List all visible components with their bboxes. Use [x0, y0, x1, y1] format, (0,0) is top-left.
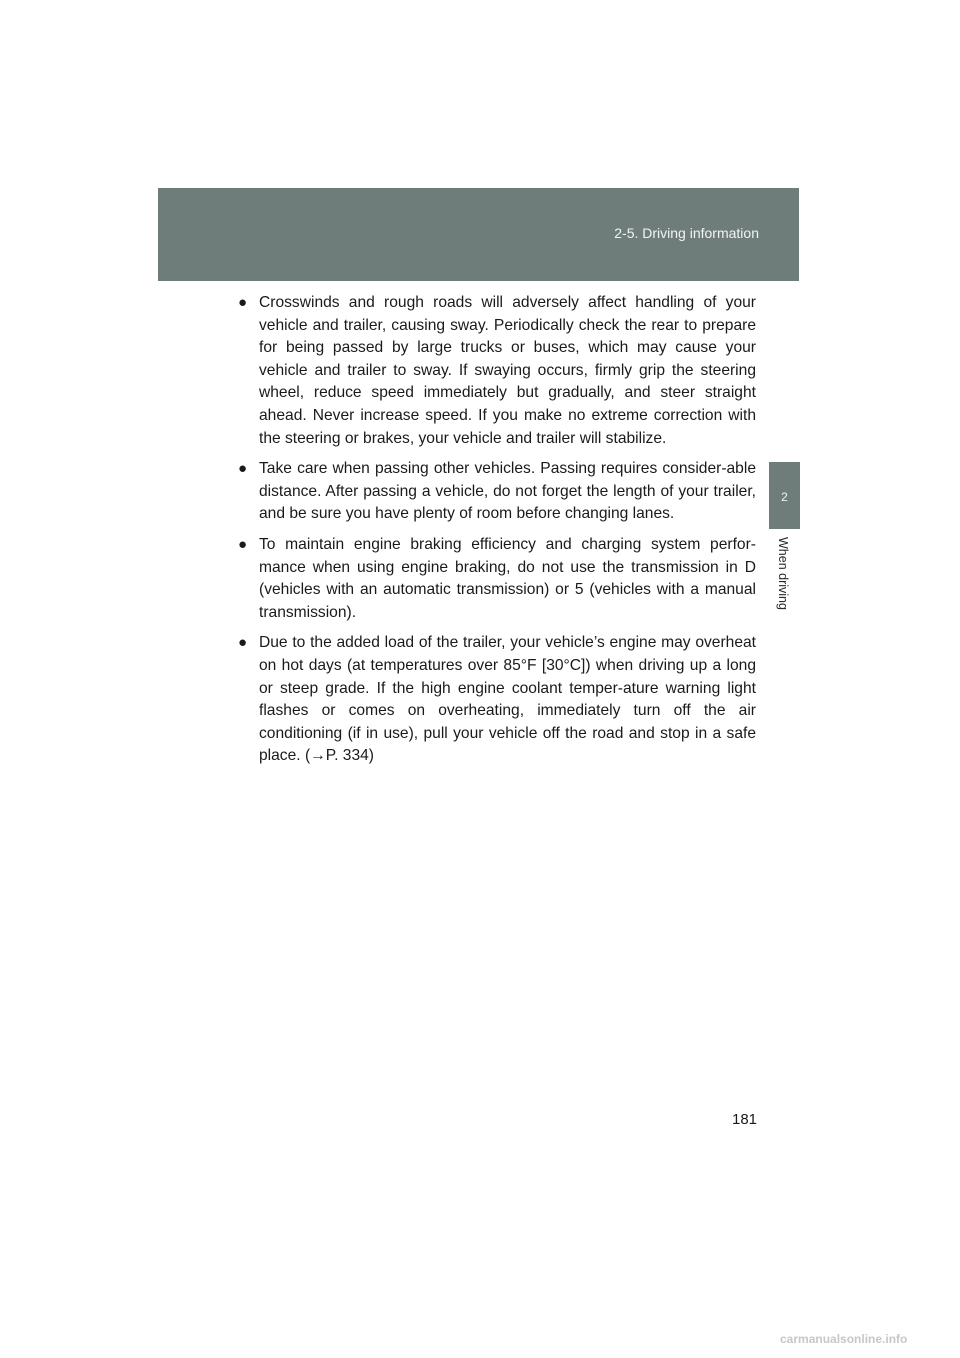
bullet-list: [240, 292, 756, 776]
bullet-item-overheat: [240, 632, 756, 768]
bullet-text: Due to the added load of the trailer, your vehicle’s engine may overheat on hot days (at temperatures over 85°F [30°C]) when driving up a long or steep grade. If the high engine coolant temper-ature warning light flashes or comes on overheating, immediately turn off the air conditioning (if in use), pull your vehicle off the road and stop in a safe place. (→P. 334): [259, 634, 756, 765]
bullet-dot-icon: ●: [238, 634, 248, 652]
bullet-item-passing: [240, 458, 756, 526]
chapter-number: 2: [781, 490, 788, 504]
section-title: 2-5. Driving information: [614, 225, 759, 241]
section-header-band: [158, 188, 799, 281]
bullet-dot-icon: ●: [238, 294, 248, 311]
watermark: carmanualsonline.info: [780, 1332, 908, 1346]
bullet-text: Crosswinds and rough roads will adversely affect handling of your vehicle and trailer, causing sway. Periodically check the rear to prepare for being passed by large trucks or buses, which may cause your vehicle and trailer to sway. If swaying occurs, firmly grip the steering wheel, reduce speed immediately but gradually, and steer straight ahead. Never increase speed. If you make no extreme correction with the steering or brakes, your vehicle and trailer will stabilize.: [259, 294, 756, 447]
bullet-text: Take care when passing other vehicles. Passing requires consider-able distance. After passing a vehicle, do not forget the length of your trailer, and be sure you have plenty of room before changing lanes.: [259, 460, 756, 523]
chapter-tab: [769, 462, 800, 529]
bullet-dot-icon: ●: [238, 460, 248, 478]
chapter-label: When driving: [776, 537, 790, 610]
bullet-dot-icon: ●: [238, 535, 248, 553]
bullet-item-engine-braking: [240, 534, 756, 624]
bullet-item-crosswinds: [240, 292, 756, 450]
bullet-text: To maintain engine braking efficiency and charging system perfor-mance when using engine braking, do not use the transmission in D (vehicles with an automatic transmission) or 5 (vehicles with a manual transmission).: [259, 535, 756, 621]
page-number: 181: [732, 1111, 758, 1128]
